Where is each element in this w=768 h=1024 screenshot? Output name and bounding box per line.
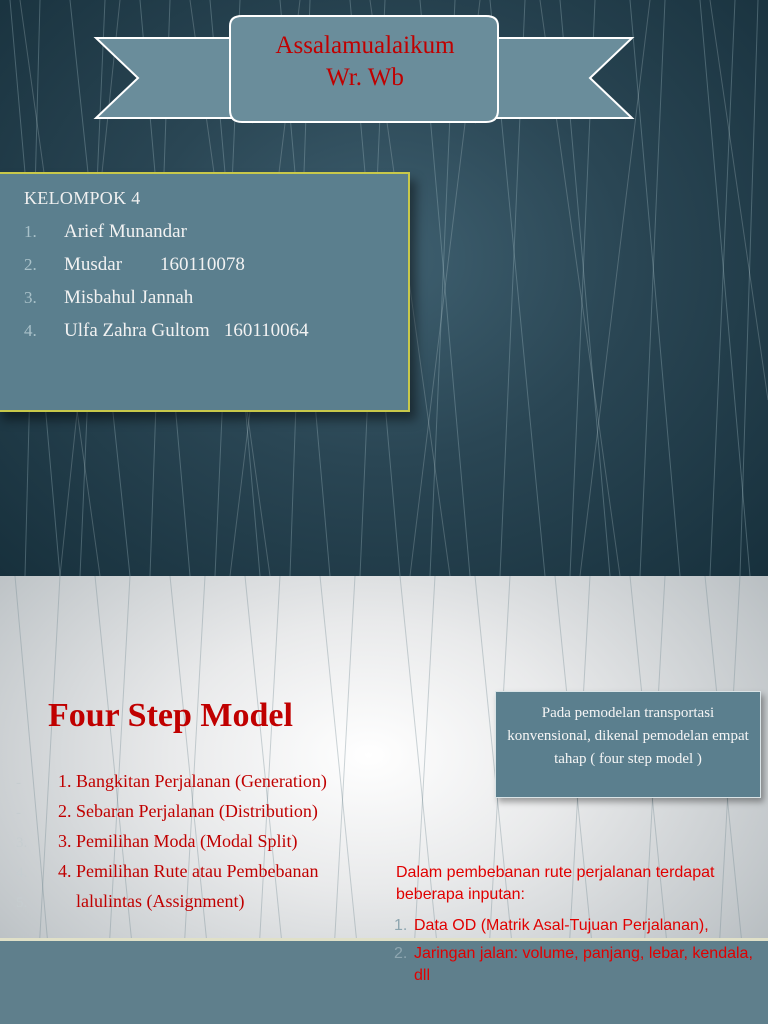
- step-item: [16, 861, 327, 891]
- member-text: Misbahul Jannah: [64, 287, 194, 308]
- list-number: 2.: [24, 255, 37, 274]
- list-bullet: 3.: [16, 835, 28, 851]
- member-item: [24, 254, 309, 287]
- inputs-list: [396, 915, 756, 993]
- list-bullet: -: [16, 775, 21, 791]
- member-text: Musdar 160110078: [64, 254, 245, 275]
- info-box: [495, 691, 761, 798]
- input-text: Jaringan jalan: volume, panjang, lebar, kendala, dll: [414, 945, 753, 984]
- inputs-intro: Dalam pembebanan rute perjalanan terdapat beberapa inputan:: [396, 864, 715, 903]
- list-number: 1.: [24, 222, 37, 241]
- greeting-line-2: Wr. Wb: [326, 64, 404, 91]
- greeting-line-1: Assalamualaikum: [275, 32, 455, 59]
- list-bullet: 5.: [16, 895, 28, 911]
- list-bullet: 4.: [16, 865, 28, 881]
- list-number: 2.: [394, 945, 408, 962]
- slide-title: Four Step Model: [48, 697, 293, 734]
- member-list: [24, 221, 309, 353]
- group-panel: [0, 172, 410, 412]
- step-item: [16, 831, 327, 861]
- list-number: 3.: [24, 288, 37, 307]
- step-text: 1. Bangkitan Perjalanan (Generation): [58, 771, 327, 791]
- member-text: Ulfa Zahra Gultom 160110064: [64, 320, 309, 341]
- step-text: lalulintas (Assignment): [58, 891, 245, 911]
- member-item: [24, 221, 309, 254]
- step-item: [16, 801, 327, 831]
- input-item: [396, 915, 756, 937]
- list-bullet: -: [16, 805, 21, 821]
- greeting-title: [230, 30, 500, 94]
- list-number: 4.: [24, 321, 37, 340]
- step-item: [16, 891, 327, 921]
- step-item: [16, 771, 327, 801]
- member-item: [24, 320, 309, 353]
- slide-2: [0, 576, 768, 1024]
- step-text: 2. Sebaran Perjalanan (Distribution): [58, 801, 318, 821]
- step-text: 3. Pemilihan Moda (Modal Split): [58, 831, 298, 851]
- input-item: [396, 943, 756, 987]
- group-title: KELOMPOK 4: [24, 188, 141, 208]
- input-text: Data OD (Matrik Asal-Tujuan Perjalanan),: [414, 917, 709, 934]
- step-text: 4. Pemilihan Rute atau Pembebanan: [58, 861, 319, 881]
- list-number: 1.: [394, 917, 408, 934]
- steps-list: [16, 771, 327, 921]
- member-item: [24, 287, 309, 320]
- member-text: Arief Munandar: [64, 221, 187, 242]
- info-text: Pada pemodelan transportasi konvensional, dikenal pemodelan empat tahap ( four step model ): [507, 705, 749, 767]
